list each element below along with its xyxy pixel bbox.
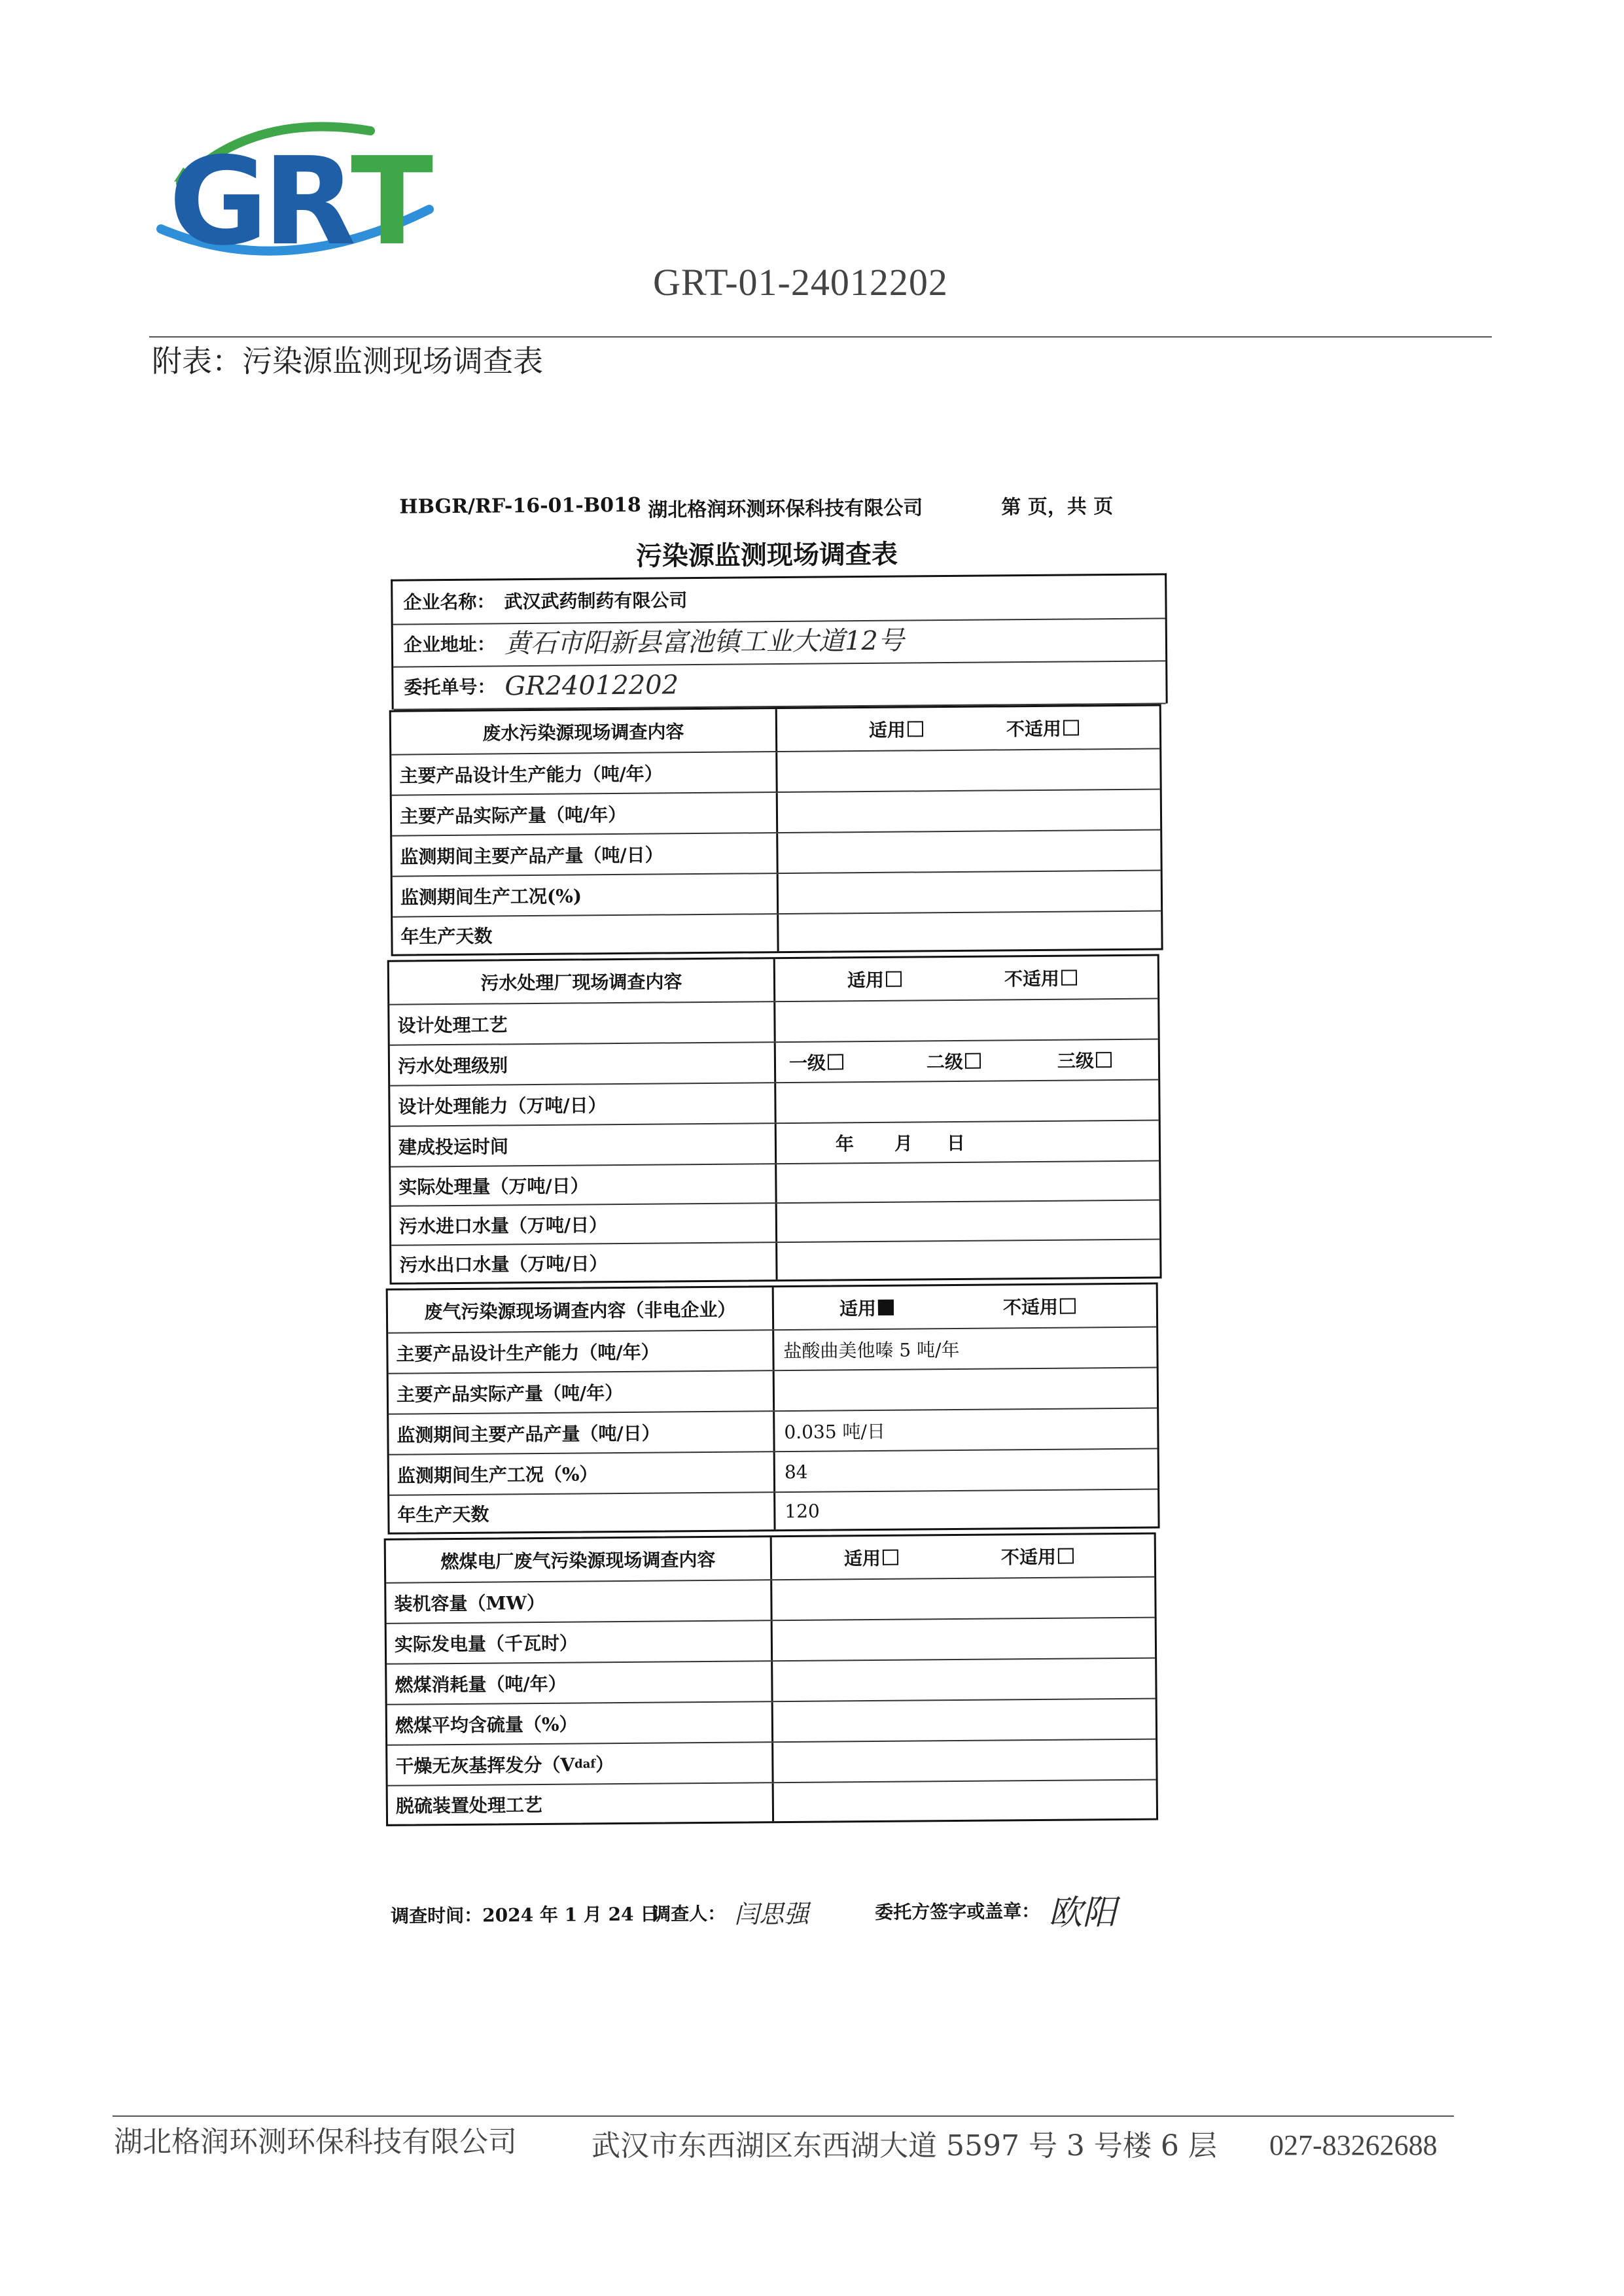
enterprise-name-label: 企业名称：: [403, 591, 495, 614]
table-row: 燃煤平均含硫量（%）: [387, 1699, 1156, 1746]
table-row: 污水进口水量（万吨/日）: [391, 1201, 1159, 1246]
annex-title: 附表：污染源监测现场调查表: [152, 343, 543, 379]
not-applicable-option[interactable]: 不适用: [1001, 1535, 1074, 1578]
checkbox-applicable[interactable]: [886, 971, 902, 987]
not-applicable-option[interactable]: 不适用: [1004, 956, 1078, 999]
sewage-plant-section: [387, 954, 1162, 1285]
table-row: 主要产品设计生产能力（吨/年） 盐酸曲美他嗪 5 吨/年: [388, 1328, 1156, 1374]
not-applicable-option[interactable]: 不适用: [1003, 1285, 1076, 1328]
section-title: 废气污染源现场调查内容（非电企业）: [388, 1287, 774, 1332]
waste-gas-section: [386, 1283, 1160, 1535]
order-number-value: GR24012202: [504, 670, 679, 702]
level-3-option[interactable]: 三级: [1057, 1040, 1112, 1080]
section-header: [391, 706, 1159, 755]
table-row: 污水出口水量（万吨/日）: [391, 1240, 1159, 1283]
footer-divider: [113, 2115, 1454, 2117]
footer-address: 武汉市东西湖区东西湖大道 5597 号 3 号楼 6 层: [591, 2129, 1217, 2163]
enterprise-address-label: 企业地址：: [403, 633, 496, 656]
order-number-label: 委托单号：: [404, 676, 496, 699]
checkbox-level-3[interactable]: [1096, 1052, 1112, 1068]
svg-text:T: T: [351, 131, 434, 272]
investigator-signature: 闫思强: [734, 1899, 809, 1929]
section-header: [386, 1535, 1154, 1584]
coal-power-section: [384, 1533, 1158, 1826]
scanned-form: [366, 478, 1177, 1933]
applicable-option[interactable]: 适用: [839, 1287, 894, 1329]
table-row: 监测期间生产工况(%): [393, 871, 1161, 917]
level-1-option[interactable]: 一级: [789, 1042, 843, 1082]
footer-phone: 027-83262688: [1269, 2129, 1438, 2161]
order-number-row: [393, 660, 1165, 710]
client-signature-label: 委托方签字或盖章：: [875, 1900, 1040, 1923]
checkbox-not-applicable[interactable]: [1061, 969, 1077, 985]
grt-logo: [154, 105, 475, 275]
table-row: 主要产品设计生产能力（吨/年）: [391, 749, 1159, 795]
date-day: 日: [946, 1132, 966, 1155]
level-2-option[interactable]: 二级: [927, 1041, 981, 1081]
section-header: [388, 1285, 1156, 1334]
checkbox-not-applicable[interactable]: [1058, 1548, 1074, 1564]
checkbox-applicable[interactable]: [908, 721, 923, 737]
table-row: 实际处理量（万吨/日）: [391, 1162, 1159, 1207]
table-row: 监测期间主要产品产量（吨/日）: [392, 830, 1160, 877]
table-row: 建成投运时间 年 月 日: [391, 1121, 1159, 1168]
table-row: 脱硫装置处理工艺: [388, 1781, 1156, 1824]
applicable-option[interactable]: 适用: [844, 1537, 899, 1579]
table-row: 设计处理能力（万吨/日）: [390, 1081, 1158, 1127]
section-title: 污水处理厂现场调查内容: [389, 959, 775, 1004]
checkbox-not-applicable[interactable]: [1063, 720, 1079, 735]
table-row: 设计处理工艺: [389, 1000, 1157, 1046]
survey-footer: [378, 1893, 1177, 1933]
checkbox-level-2[interactable]: [965, 1053, 981, 1069]
survey-time: 调查时间：2024 年 1 月 24 日: [391, 1903, 659, 1927]
not-applicable-option[interactable]: 不适用: [1006, 706, 1080, 749]
section-title: 废水污染源现场调查内容: [391, 709, 777, 754]
table-row: 污水处理级别 一级 二级 三级: [390, 1040, 1158, 1087]
applicable-option[interactable]: 适用: [847, 958, 902, 1001]
table-row: 主要产品实际产量（吨/年）: [389, 1368, 1157, 1415]
wastewater-section: [389, 704, 1163, 956]
enterprise-address-value: 黄石市阳新县富池镇工业大道12号: [504, 625, 904, 659]
table-row: 主要产品实际产量（吨/年）: [392, 790, 1160, 836]
svg-text:GR: GR: [169, 131, 351, 272]
enterprise-name-row: [393, 575, 1165, 625]
section-header: [389, 956, 1157, 1005]
enterprise-address-row: [393, 617, 1165, 667]
document-code: GRT-01-24012202: [653, 261, 948, 304]
table-row: 年生产天数: [393, 911, 1161, 954]
form-page-number: 第 页，共 页: [1001, 495, 1114, 519]
table-row: 监测期间生产工况（%） 84: [389, 1450, 1157, 1496]
form-title: 污染源监测现场调查表: [635, 538, 898, 572]
table-row: 燃煤消耗量（吨/年）: [387, 1659, 1155, 1705]
checkbox-not-applicable[interactable]: [1060, 1298, 1076, 1314]
applicable-option[interactable]: 适用: [869, 708, 924, 750]
table-row: 装机容量（MW）: [386, 1578, 1154, 1624]
client-signature: 欧阳: [1048, 1893, 1117, 1933]
date-month: 月: [894, 1132, 913, 1155]
checkbox-applicable-checked[interactable]: [878, 1300, 894, 1315]
table-row: 监测期间主要产品产量（吨/日） 0.035 吨/日: [389, 1409, 1157, 1455]
enterprise-name-value: 武汉武药制药有限公司: [504, 589, 688, 613]
footer-company: 湖北格润环测环保科技有限公司: [114, 2125, 517, 2159]
table-row: 干燥无灰基挥发分（V daf ）: [387, 1740, 1156, 1786]
investigator-label: 调查人：: [652, 1902, 726, 1925]
checkbox-level-1[interactable]: [828, 1054, 843, 1070]
form-code: HBGR/RF-16-01-B018: [399, 493, 641, 519]
table-row: 年生产天数 120: [389, 1490, 1157, 1533]
section-title: 燃煤电厂废气污染源现场调查内容: [386, 1537, 772, 1582]
table-row: 实际发电量（千瓦时）: [387, 1618, 1155, 1665]
date-year: 年: [835, 1133, 855, 1155]
form-organization: 湖北格润环测环保科技有限公司: [648, 496, 923, 522]
enterprise-info: [391, 573, 1168, 709]
checkbox-applicable[interactable]: [883, 1550, 898, 1565]
